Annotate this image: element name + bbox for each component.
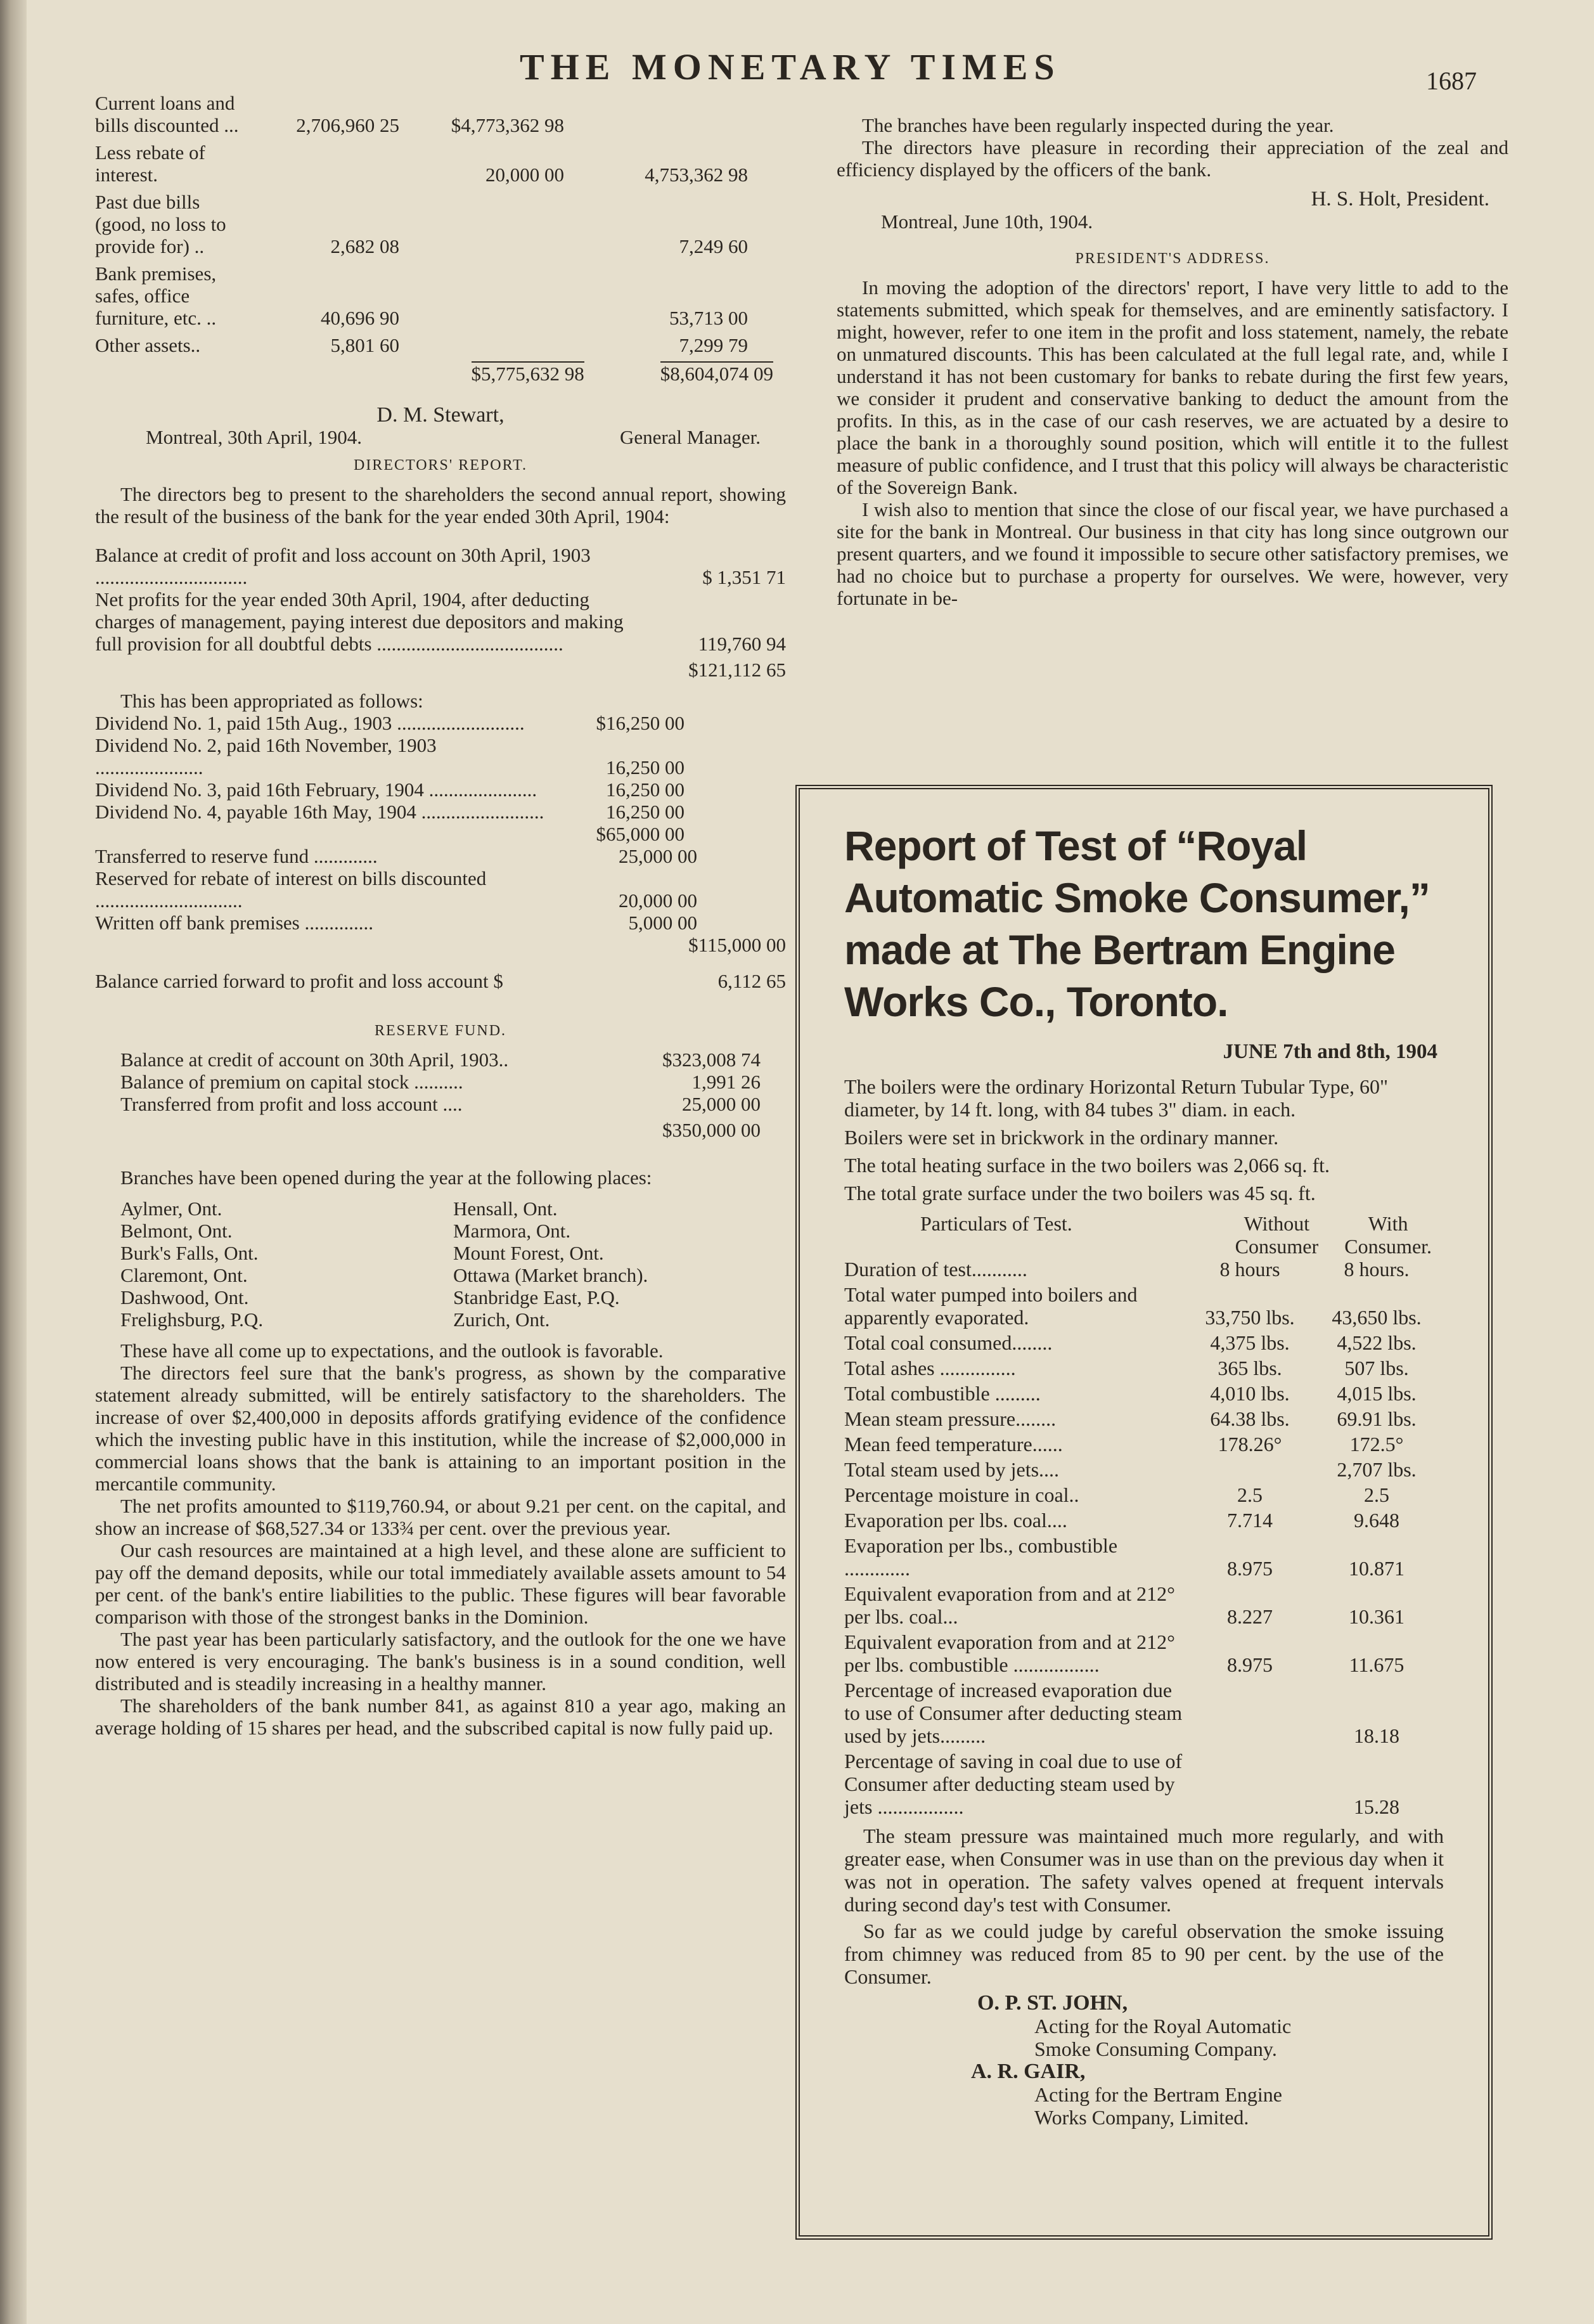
asset-col-c: 7,249 60 [679,235,748,257]
report-row-without: 8.975 [1227,1557,1273,1580]
report-row-with: 9.648 [1354,1509,1399,1532]
branches-intro: Branches have been opened during the year at the following places: [120,1166,652,1189]
dividend-row-label: Dividend No. 4, payable 16th May, 1904 ......................... [95,801,544,823]
report-row-label: Equivalent evaporation from and at 212° per lbs. coal... [844,1582,1175,1628]
report-row-with: 4,015 lbs. [1337,1382,1417,1405]
assets-total-a: $5,775,632 98 [471,363,584,385]
asset-col-a: 2,682 08 [330,235,399,257]
branch-places-left [120,1198,453,1331]
report-closing-paragraph: So far as we could judge by careful observation the smoke issuing from chimney was reduced from 85 to 90 per cent. by the use of the Consumer. [844,1920,1444,1988]
report-row-without: 2.5 [1237,1483,1263,1506]
asset-col-a: 5,801 60 [330,334,399,356]
reserve-row-label: Balance at credit of account on 30th April, 1903.. [120,1049,509,1071]
pl-item [95,588,786,655]
left-column [95,92,786,1739]
report-row-with: 18.18 [1354,1724,1399,1747]
balance-forward [95,970,786,992]
asset-label: Current loans and bills discounted ... [95,92,239,136]
assets-totals [95,361,773,385]
report-row [844,1382,1444,1405]
reserve-heading: RESERVE FUND. [374,1023,507,1039]
report-row-without: 8.975 [1227,1653,1273,1676]
report-row-with: 11.675 [1349,1653,1404,1676]
report-row-label: Total ashes ............... [844,1357,1016,1379]
dividend-row [95,778,786,801]
reserve-row-amount: 1,991 26 [691,1071,761,1093]
report-row [844,1483,1444,1506]
reserve-row-amount: $323,008 74 [662,1049,761,1071]
pl-item [95,544,786,588]
asset-label: Bank premises, safes, office furniture, etc. .. [95,262,217,329]
asset-label: Less rebate of interest. [95,141,205,186]
dividend-row-amount: $16,250 00 [596,712,685,734]
pl-item-amount: $ 1,351 71 [702,566,786,588]
dividends-list [95,712,786,823]
report-row-with: 2.5 [1364,1483,1389,1506]
dividend-row [95,801,786,823]
pl-item-label: Balance at credit of profit and loss account on 30th April, 1903 ............................... [95,544,591,588]
report-row-without: 178.26° [1218,1433,1282,1456]
dividends-total: $65,000 00 [596,823,685,845]
report-row-with: 507 lbs. [1344,1357,1409,1379]
report-row [844,1630,1444,1676]
report-row-with: 2,707 lbs. [1337,1458,1417,1481]
transfer-row-amount: 25,000 00 [619,845,697,867]
balance-forward-amount: 6,112 65 [717,970,786,992]
report-row-label: Evaporation per lbs., combustible ............. [844,1534,1118,1580]
right-paragraph: The directors have pleasure in recording their appreciation of the zeal and efficiency displayed by the officers of the bank. [837,136,1508,181]
report-row [844,1357,1444,1379]
right-column [837,114,1508,609]
report-row-label: Percentage of saving in coal due to use of Consumer after deducting steam used by jets ................. [844,1750,1183,1818]
left-paragraph: The shareholders of the bank number 841, as against 810 a year ago, making an average holding of 15 shares per head, and the subscribed capital is now fully paid up. [95,1695,786,1739]
report-row [844,1433,1444,1456]
col-particulars: Particulars of Test. [920,1212,1072,1235]
asset-row [95,334,786,356]
dividend-row-amount: 16,250 00 [606,756,685,778]
report-row-label: Total steam used by jets.... [844,1458,1060,1481]
report-row [844,1582,1444,1628]
report-table-rows [844,1258,1444,1818]
report-intro-line: Boilers were set in brickwork in the ordinary manner. [844,1126,1279,1149]
report-title: Report of Test of “Royal Automatic Smoke Consumer,” made at The Bertram Engine Works Co., Toronto. [844,822,1430,1025]
transfer-row [95,912,786,934]
transfer-row [95,845,786,867]
reserve-row-label: Balance of premium on capital stock .......... [120,1071,463,1093]
report-row-label: Duration of test........... [844,1258,1027,1281]
reserve-row-label: Transferred from profit and loss account .... [120,1093,463,1115]
report-row-with: 8 hours. [1344,1258,1410,1281]
asset-col-c: 53,713 00 [669,307,748,329]
report-row-label: Percentage moisture in coal.. [844,1483,1079,1506]
dividend-row [95,734,786,778]
branch-place: Marmora, Ont. [453,1220,571,1242]
report-row-with: 172.5° [1349,1433,1404,1456]
signer-name: D. M. Stewart, [376,403,505,427]
right-paragraphs [837,114,1508,181]
asset-col-a: 2,706,960 25 [296,114,399,136]
asset-row [95,262,786,329]
dividend-row-amount: 16,250 00 [606,778,685,801]
dividend-row-amount: 16,250 00 [606,801,685,823]
report-row-without: 33,750 lbs. [1205,1306,1295,1329]
branch-place: Aylmer, Ont. [120,1198,222,1220]
signer2-name: A. R. GAIR, [971,2060,1086,2083]
left-paragraph: The directors feel sure that the bank's progress, as shown by the comparative statement already submitted, will be entirely satisfactory to the shareholders. The increase of over $2,400,000 in deposits affords gratifying evidence of the confidence which the investing public have in this institution, while the increase of $2,000,000 in commercial loans shows that the bank is attaining to an important position in the mercantile community. [95,1362,786,1495]
branch-places [95,1198,786,1331]
report-intro-line: The boilers were the ordinary Horizontal Return Tubular Type, 60" diameter, by 14 ft. long, with 84 tubes 3" diam. in each. [844,1075,1389,1121]
report-row [844,1283,1444,1329]
branch-place: Claremont, Ont. [120,1264,248,1286]
report-row-without: 7.714 [1227,1509,1273,1532]
address-paragraph: I wish also to mention that since the close of our fiscal year, we have purchased a site for the bank in Montreal. Our business in that city has long since outgrown our present quarters, and we found it impossible to secure other satisfactory premises, we had no choice but to purchase a property for ourselves. We were, however, very fortunate in be- [837,498,1508,609]
report-row-label: Mean feed temperature...... [844,1433,1063,1456]
page-number: 1687 [1426,67,1477,95]
transfer-row [95,867,786,912]
pl-total: $121,112 65 [688,659,786,681]
asset-row [95,92,786,136]
signer1-role: Acting for the Royal Automatic Smoke Consuming Company. [1034,2015,1292,2060]
left-paragraph: These have all come up to expectations, and the outlook is favorable. [120,1340,664,1362]
branch-place: Zurich, Ont. [453,1308,550,1331]
address-paragraph: In moving the adoption of the directors' report, I have very little to add to the statements submitted, which speak for themselves, and are eminently satisfactory. I might, however, refer to one item in the profit and loss statement, namely, the rebate on unmatured discounts. This has been calculated at the full legal rate, and, while I understand it has not been customary for banks to rebate during the first few years, we consider it prudent and conservative banking to deduct the amount from the profits. In this, as in the case of our cash reserves, we are actuated by a desire to place the bank in a thoroughly sound position, which will entitle it to the fullest measure of public confidence, and I trust that this policy will always be characteristic of the Sovereign Bank. [837,276,1508,498]
reserve-row-amount: 25,000 00 [682,1093,761,1115]
report-row-with: 69.91 lbs. [1337,1407,1417,1430]
transfer-row-amount: 20,000 00 [619,889,697,912]
reserve-list [95,1049,786,1115]
reserve-row [120,1071,761,1093]
report-closing-paragraph: The steam pressure was maintained much more regularly, and with greater ease, when Consumer was in use than on the previous day when it was not in operation. The safety valves opened at frequent intervals during second day's test with Consumer. [844,1824,1444,1916]
asset-col-c: 4,753,362 98 [645,164,748,186]
directors-intro: The directors beg to present to the shareholders the second annual report, showing the result of the business of the bank for the year ended 30th April, 1904: [95,483,786,527]
presidents-address [837,276,1508,609]
branch-place: Dashwood, Ont. [120,1286,249,1308]
report-row-without: 8.227 [1227,1605,1273,1628]
asset-col-c: 7,299 79 [679,334,748,356]
right-paragraph: The branches have been regularly inspected during the year. [862,114,1334,136]
transfers-list [95,845,786,934]
report-row [844,1750,1444,1818]
right-place-date: Montreal, June 10th, 1904. [881,210,1093,233]
president-signature: H. S. Holt, President. [1311,188,1489,210]
reserve-row [120,1093,761,1115]
report-row-label: Total water pumped into boilers and apparently evaporated. [844,1283,1138,1329]
dividend-row-label: Dividend No. 3, paid 16th February, 1904 ...................... [95,778,537,801]
left-paragraph: The past year has been particularly satisfactory, and the outlook for the one we have now entered is very encouraging. The bank's business is in a sound condition, well distributed and is steadily increasing in a healthy manner. [95,1628,786,1695]
asset-label: Other assets.. [95,334,201,356]
assets-total-c: $8,604,074 09 [660,363,773,385]
report-row [844,1679,1444,1747]
branch-place: Mount Forest, Ont. [453,1242,604,1264]
left-paragraphs [95,1340,786,1739]
appropriated-intro: This has been appropriated as follows: [120,690,423,712]
report-row-with: 15.28 [1354,1795,1399,1818]
report-row-with: 10.361 [1349,1605,1404,1628]
report-row-with: 10.871 [1349,1557,1404,1580]
report-row-label: Mean steam pressure........ [844,1407,1057,1430]
page-header-title: THE MONETARY TIMES [520,46,1061,87]
presidents-address-heading: PRESIDENT'S ADDRESS. [1075,250,1270,267]
asset-col-b: 20,000 00 [485,164,564,186]
assets-table [95,92,786,356]
report-row-with: 4,522 lbs. [1337,1331,1417,1354]
report-body [844,1075,1444,2129]
reserve-total: $350,000 00 [662,1119,761,1141]
directors-report-heading: DIRECTORS' REPORT. [353,457,528,474]
asset-label: Past due bills (good, no loss to provide for) .. [95,191,226,257]
report-row-without: 4,010 lbs. [1210,1382,1290,1405]
asset-row [95,191,786,257]
pl-item-label: Net profits for the year ended 30th April, 1904, after deducting charges of management, paying interest due depositors and making full provision for all doubtful debts ...................................... [95,588,624,655]
signer-title: General Manager. [619,426,761,448]
report-row-label: Total coal consumed........ [844,1331,1053,1354]
reserve-row [120,1049,761,1071]
report-row-label: Equivalent evaporation from and at 212° per lbs. combustible ................. [844,1630,1175,1676]
branch-place: Ottawa (Market branch). [453,1264,648,1286]
dividend-row [95,712,786,734]
report-intro-line: The total grate surface under the two boilers was 45 sq. ft. [844,1182,1316,1204]
report-row-label: Total combustible ......... [844,1382,1041,1405]
branch-place: Belmont, Ont. [120,1220,233,1242]
transfer-row-label: Written off bank premises .............. [95,912,373,934]
signer1-name: O. P. ST. JOHN, [977,1991,1128,2015]
dividend-row-label: Dividend No. 1, paid 15th Aug., 1903 .......................... [95,712,525,734]
branch-place: Stanbridge East, P.Q. [453,1286,620,1308]
report-row [844,1534,1444,1580]
left-paragraph: The net profits amounted to $119,760.94, or about 9.21 per cent. on the capital, and show an increase of $68,527.34 or 133¾ per cent. over the previous year. [95,1495,786,1539]
report-intro [844,1075,1444,1204]
balance-forward-label: Balance carried forward to profit and loss account $ [95,970,503,992]
left-paragraph: Our cash resources are maintained at a high level, and these alone are sufficient to pay off the demand deposits, while our total immediately available assets amount to 54 per cent. of the bank's entire liabilities to the public. These figures will bear favorable comparison with those of the strongest banks in the Dominion. [95,1539,786,1628]
pl-items [95,544,786,655]
transfer-row-label: Transferred to reserve fund ............. [95,845,378,867]
signer-line [95,426,786,448]
report-row [844,1258,1444,1281]
report-table-header [844,1212,1444,1258]
report-intro-line: The total heating surface in the two boilers was 2,066 sq. ft. [844,1154,1330,1177]
report-row-label: Evaporation per lbs. coal.... [844,1509,1067,1532]
dividend-row-label: Dividend No. 2, paid 16th November, 1903 ...................... [95,734,437,778]
report-row-label: Percentage of increased evaporation due to use of Consumer after deducting steam used by jets......... [844,1679,1183,1747]
branch-place: Frelighsburg, P.Q. [120,1308,264,1331]
asset-col-a: 40,696 90 [321,307,399,329]
report-row [844,1458,1444,1481]
smoke-consumer-report-box [795,785,1493,2240]
transfer-row-amount: 5,000 00 [628,912,697,934]
report-row-without: 64.38 lbs. [1210,1407,1290,1430]
report-row [844,1331,1444,1354]
branch-places-right [453,1198,786,1331]
branch-place: Burk's Falls, Ont. [120,1242,259,1264]
transfers-total: $115,000 00 [688,934,786,956]
branch-place: Hensall, Ont. [453,1198,558,1220]
signer2-role: Acting for the Bertram Engine Works Company, Limited. [1034,2083,1282,2129]
col-with: With Consumer. [1344,1212,1432,1258]
report-row [844,1509,1444,1532]
page-spine-shadow [0,0,27,2324]
report-row-without: 8 hours [1219,1258,1280,1281]
report-row-without: 365 lbs. [1218,1357,1282,1379]
report-row [844,1407,1444,1430]
asset-row [95,141,786,186]
signer-place-date: Montreal, 30th April, 1904. [146,426,362,448]
pl-item-amount: 119,760 94 [698,633,786,655]
report-row-with: 43,650 lbs. [1332,1306,1422,1329]
asset-col-b: $4,773,362 98 [451,114,564,136]
transfer-row-label: Reserved for rebate of interest on bills discounted .............................. [95,867,487,912]
col-without: Without Consumer [1235,1212,1319,1258]
report-date: JUNE 7th and 8th, 1904 [1223,1040,1437,1063]
report-row-without: 4,375 lbs. [1210,1331,1290,1354]
report-closing [844,1824,1444,1988]
